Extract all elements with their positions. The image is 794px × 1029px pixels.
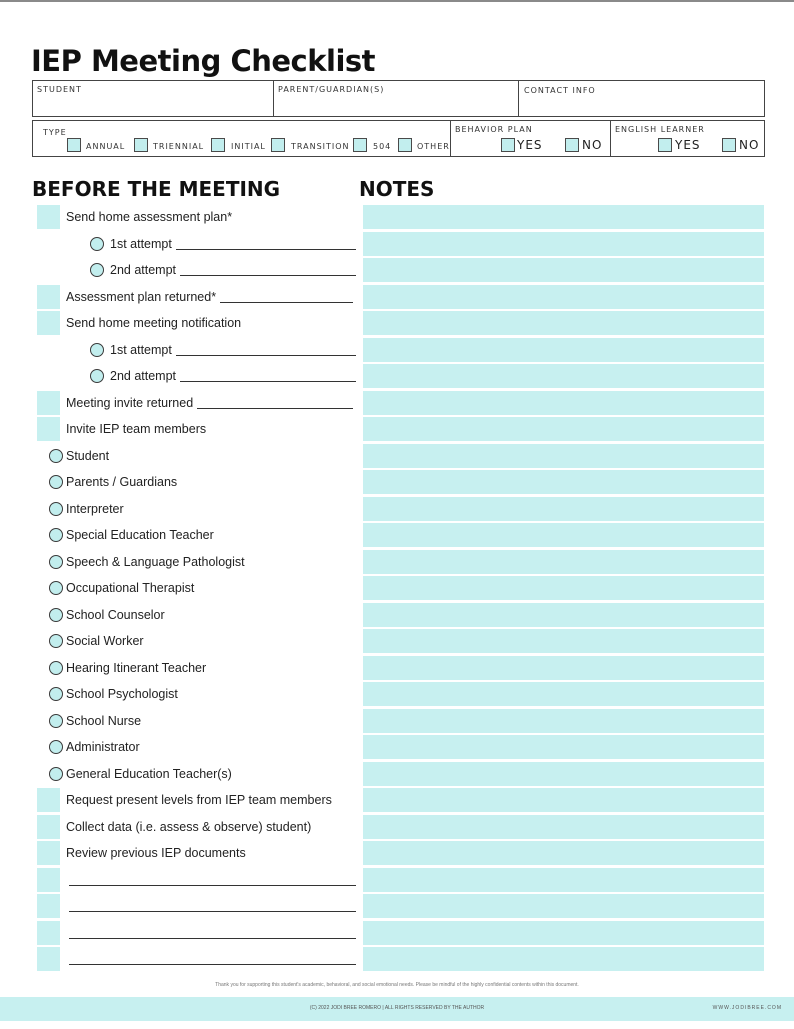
english-learner-section bbox=[611, 121, 764, 156]
team-member-radio[interactable] bbox=[49, 502, 63, 516]
checklist-row bbox=[0, 681, 794, 708]
checklist-item-label: Invite IEP team members bbox=[66, 422, 207, 436]
checklist-row bbox=[0, 257, 794, 284]
checklist-row bbox=[0, 708, 794, 735]
notes-line[interactable] bbox=[363, 921, 764, 945]
english-learner-label: ENGLISH LEARNER bbox=[615, 125, 705, 134]
checkbox[interactable] bbox=[37, 894, 60, 918]
notes-line[interactable] bbox=[363, 497, 764, 521]
notes-line[interactable] bbox=[363, 629, 764, 653]
write-in-line[interactable] bbox=[180, 381, 356, 382]
checklist-row bbox=[0, 920, 794, 947]
checklist-item-label: Student bbox=[66, 448, 110, 463]
footer-website: WWW.JODIBREE.COM bbox=[712, 1005, 782, 1011]
notes-line[interactable] bbox=[363, 735, 764, 759]
behavior-plan-section bbox=[451, 121, 611, 156]
checklist-item-label: School Nurse bbox=[66, 713, 142, 728]
checklist-row bbox=[0, 390, 794, 417]
annual-label: ANNUAL bbox=[86, 142, 126, 151]
checklist-row bbox=[0, 363, 794, 390]
notes-line[interactable] bbox=[363, 285, 764, 309]
checklist-row bbox=[0, 496, 794, 523]
page-title: IEP Meeting Checklist bbox=[31, 44, 376, 78]
checklist-row bbox=[0, 734, 794, 761]
notes-line[interactable] bbox=[363, 470, 764, 494]
attempt-radio[interactable] bbox=[90, 343, 104, 357]
behavior-no-label: NO bbox=[582, 138, 603, 152]
behavior-yes-label: YES bbox=[517, 138, 543, 152]
team-member-radio[interactable] bbox=[49, 661, 63, 675]
english-no-label: NO bbox=[739, 138, 760, 152]
team-member-radio[interactable] bbox=[49, 555, 63, 569]
checklist-item-label: Social Worker bbox=[66, 634, 144, 648]
meeting-type-row bbox=[32, 120, 765, 157]
checklist-item-label: 2nd attempt bbox=[110, 263, 177, 277]
504-label: 504 bbox=[373, 142, 392, 151]
attempt-radio[interactable] bbox=[90, 263, 104, 277]
notes-line[interactable] bbox=[363, 391, 764, 415]
student-field[interactable] bbox=[33, 81, 274, 116]
initial-label: INITIAL bbox=[231, 142, 266, 151]
checklist-row bbox=[0, 469, 794, 496]
notes-line[interactable] bbox=[363, 311, 764, 335]
checklist-item-label: Parents / Guardians bbox=[66, 475, 178, 489]
notes-line[interactable] bbox=[363, 788, 764, 812]
checklist-row bbox=[0, 814, 794, 841]
notes-line[interactable] bbox=[363, 947, 764, 971]
checklist-row bbox=[0, 946, 794, 973]
checkbox[interactable] bbox=[37, 868, 60, 892]
team-member-radio[interactable] bbox=[49, 687, 63, 701]
checklist-row bbox=[0, 204, 794, 231]
write-in-line[interactable] bbox=[176, 249, 356, 250]
checkbox[interactable] bbox=[37, 841, 60, 865]
checklist-item-label: Assessment plan returned* bbox=[66, 289, 217, 304]
checklist-row bbox=[0, 893, 794, 920]
checklist-row bbox=[0, 310, 794, 337]
checkbox[interactable] bbox=[37, 205, 60, 229]
checklist-row bbox=[0, 787, 794, 814]
notes-line[interactable] bbox=[363, 550, 764, 574]
team-member-radio[interactable] bbox=[49, 449, 63, 463]
notes-line[interactable] bbox=[363, 894, 764, 918]
team-member-radio[interactable] bbox=[49, 767, 63, 781]
checklist-row bbox=[0, 416, 794, 443]
notes-line[interactable] bbox=[363, 841, 764, 865]
checklist-item-label: Occupational Therapist bbox=[66, 581, 195, 595]
checklist-item-label: Collect data (i.e. assess & observe) student) bbox=[66, 819, 312, 834]
checkbox[interactable] bbox=[37, 417, 60, 441]
student-label: STUDENT bbox=[37, 85, 82, 94]
transition-checkbox[interactable] bbox=[271, 138, 285, 152]
checklist-row bbox=[0, 628, 794, 655]
checklist-row bbox=[0, 337, 794, 364]
blank-write-line[interactable] bbox=[69, 911, 356, 912]
checklist-row bbox=[0, 602, 794, 629]
top-border bbox=[0, 0, 794, 2]
504-checkbox[interactable] bbox=[353, 138, 367, 152]
checklist-item-label: Request present levels from IEP team members bbox=[66, 793, 332, 807]
annual-checkbox[interactable] bbox=[67, 138, 81, 152]
checklist-item-label: Administrator bbox=[66, 740, 140, 754]
checklist-item-label: Interpreter bbox=[66, 501, 124, 516]
checkbox[interactable] bbox=[37, 788, 60, 812]
transition-label: TRANSITION bbox=[291, 142, 350, 151]
team-member-radio[interactable] bbox=[49, 714, 63, 728]
checklist-item-label: 1st attempt bbox=[110, 236, 172, 251]
english-yes-label: YES bbox=[675, 138, 701, 152]
blank-write-line[interactable] bbox=[69, 885, 356, 886]
notes-line[interactable] bbox=[363, 338, 764, 362]
other-checkbox[interactable] bbox=[398, 138, 412, 152]
checklist-row bbox=[0, 549, 794, 576]
checkbox[interactable] bbox=[37, 391, 60, 415]
checklist-item-label: 1st attempt bbox=[110, 342, 172, 357]
notes-line[interactable] bbox=[363, 815, 764, 839]
checklist-row bbox=[0, 575, 794, 602]
notes-line[interactable] bbox=[363, 258, 764, 282]
parent-guardian-label: PARENT/GUARDIAN(S) bbox=[278, 85, 385, 94]
notes-line[interactable] bbox=[363, 656, 764, 680]
write-in-line[interactable] bbox=[197, 408, 353, 409]
checklist-row bbox=[0, 840, 794, 867]
notes-line[interactable] bbox=[363, 205, 764, 229]
checklist-row bbox=[0, 867, 794, 894]
blank-write-line[interactable] bbox=[69, 938, 356, 939]
checklist-row bbox=[0, 284, 794, 311]
checklist-item-label: Review previous IEP documents bbox=[66, 846, 246, 860]
checklist-item-label: Send home assessment plan* bbox=[66, 210, 233, 224]
checklist-row bbox=[0, 655, 794, 682]
student-info-row bbox=[32, 80, 765, 117]
notes-line[interactable] bbox=[363, 364, 764, 388]
checklist-item-label: 2nd attempt bbox=[110, 369, 177, 383]
english-yes-checkbox[interactable] bbox=[658, 138, 672, 152]
behavior-plan-label: BEHAVIOR PLAN bbox=[455, 125, 533, 134]
behavior-yes-checkbox[interactable] bbox=[501, 138, 515, 152]
initial-checkbox[interactable] bbox=[211, 138, 225, 152]
notes-line[interactable] bbox=[363, 523, 764, 547]
checklist-item-label: School Psychologist bbox=[66, 687, 178, 701]
attempt-radio[interactable] bbox=[90, 369, 104, 383]
team-member-radio[interactable] bbox=[49, 608, 63, 622]
notes-line[interactable] bbox=[363, 762, 764, 786]
checklist-item-label: School Counselor bbox=[66, 607, 165, 622]
checklist-item-label: General Education Teacher(s) bbox=[66, 766, 232, 781]
notes-line[interactable] bbox=[363, 709, 764, 733]
contact-info-label: CONTACT INFO bbox=[524, 86, 596, 95]
checklist-item-label: Hearing Itinerant Teacher bbox=[66, 660, 207, 675]
team-member-radio[interactable] bbox=[49, 581, 63, 595]
checklist-item-label: Send home meeting notification bbox=[66, 316, 242, 330]
write-in-line[interactable] bbox=[220, 302, 353, 303]
attempt-radio[interactable] bbox=[90, 237, 104, 251]
footer-copyright: (C) 2022 JODI BREE ROMERO | ALL RIGHTS RESERVED BY THE AUTHOR bbox=[309, 1005, 485, 1011]
team-member-radio[interactable] bbox=[49, 528, 63, 542]
team-member-radio[interactable] bbox=[49, 740, 63, 754]
checklist-item-label: Speech & Language Pathologist bbox=[66, 554, 245, 569]
other-label: OTHER bbox=[417, 142, 450, 151]
type-label: TYPE bbox=[43, 128, 67, 137]
team-member-radio[interactable] bbox=[49, 475, 63, 489]
checklist-item-label: Meeting invite returned bbox=[66, 395, 194, 410]
notes-line[interactable] bbox=[363, 682, 764, 706]
notes-line[interactable] bbox=[363, 868, 764, 892]
notes-line[interactable] bbox=[363, 232, 764, 256]
triennial-label: TRIENNIAL bbox=[153, 142, 205, 151]
checkbox[interactable] bbox=[37, 947, 60, 971]
notes-line[interactable] bbox=[363, 576, 764, 600]
checkbox[interactable] bbox=[37, 285, 60, 309]
notes-line[interactable] bbox=[363, 417, 764, 441]
parent-guardian-field[interactable] bbox=[274, 81, 519, 116]
blank-write-line[interactable] bbox=[69, 964, 356, 965]
contact-info-field[interactable] bbox=[519, 81, 764, 116]
checkbox[interactable] bbox=[37, 921, 60, 945]
type-section bbox=[33, 121, 451, 156]
checklist-item-label: Special Education Teacher bbox=[66, 528, 214, 542]
footer-note: Thank you for supporting this student's academic, behavioral, and social emotional needs. Please be mindful of the highly confidential contents within this document. bbox=[215, 982, 579, 988]
checkbox[interactable] bbox=[37, 815, 60, 839]
team-member-radio[interactable] bbox=[49, 634, 63, 648]
behavior-no-checkbox[interactable] bbox=[565, 138, 579, 152]
notes-line[interactable] bbox=[363, 603, 764, 627]
english-no-checkbox[interactable] bbox=[722, 138, 736, 152]
checklist-row bbox=[0, 522, 794, 549]
checkbox[interactable] bbox=[37, 311, 60, 335]
checklist-row bbox=[0, 443, 794, 470]
notes-heading: NOTES bbox=[359, 177, 435, 201]
write-in-line[interactable] bbox=[176, 355, 356, 356]
notes-line[interactable] bbox=[363, 444, 764, 468]
write-in-line[interactable] bbox=[180, 275, 356, 276]
triennial-checkbox[interactable] bbox=[134, 138, 148, 152]
before-meeting-heading: BEFORE THE MEETING bbox=[32, 177, 281, 201]
footer-bar bbox=[0, 997, 794, 1021]
checklist-row bbox=[0, 761, 794, 788]
checklist-row bbox=[0, 231, 794, 258]
